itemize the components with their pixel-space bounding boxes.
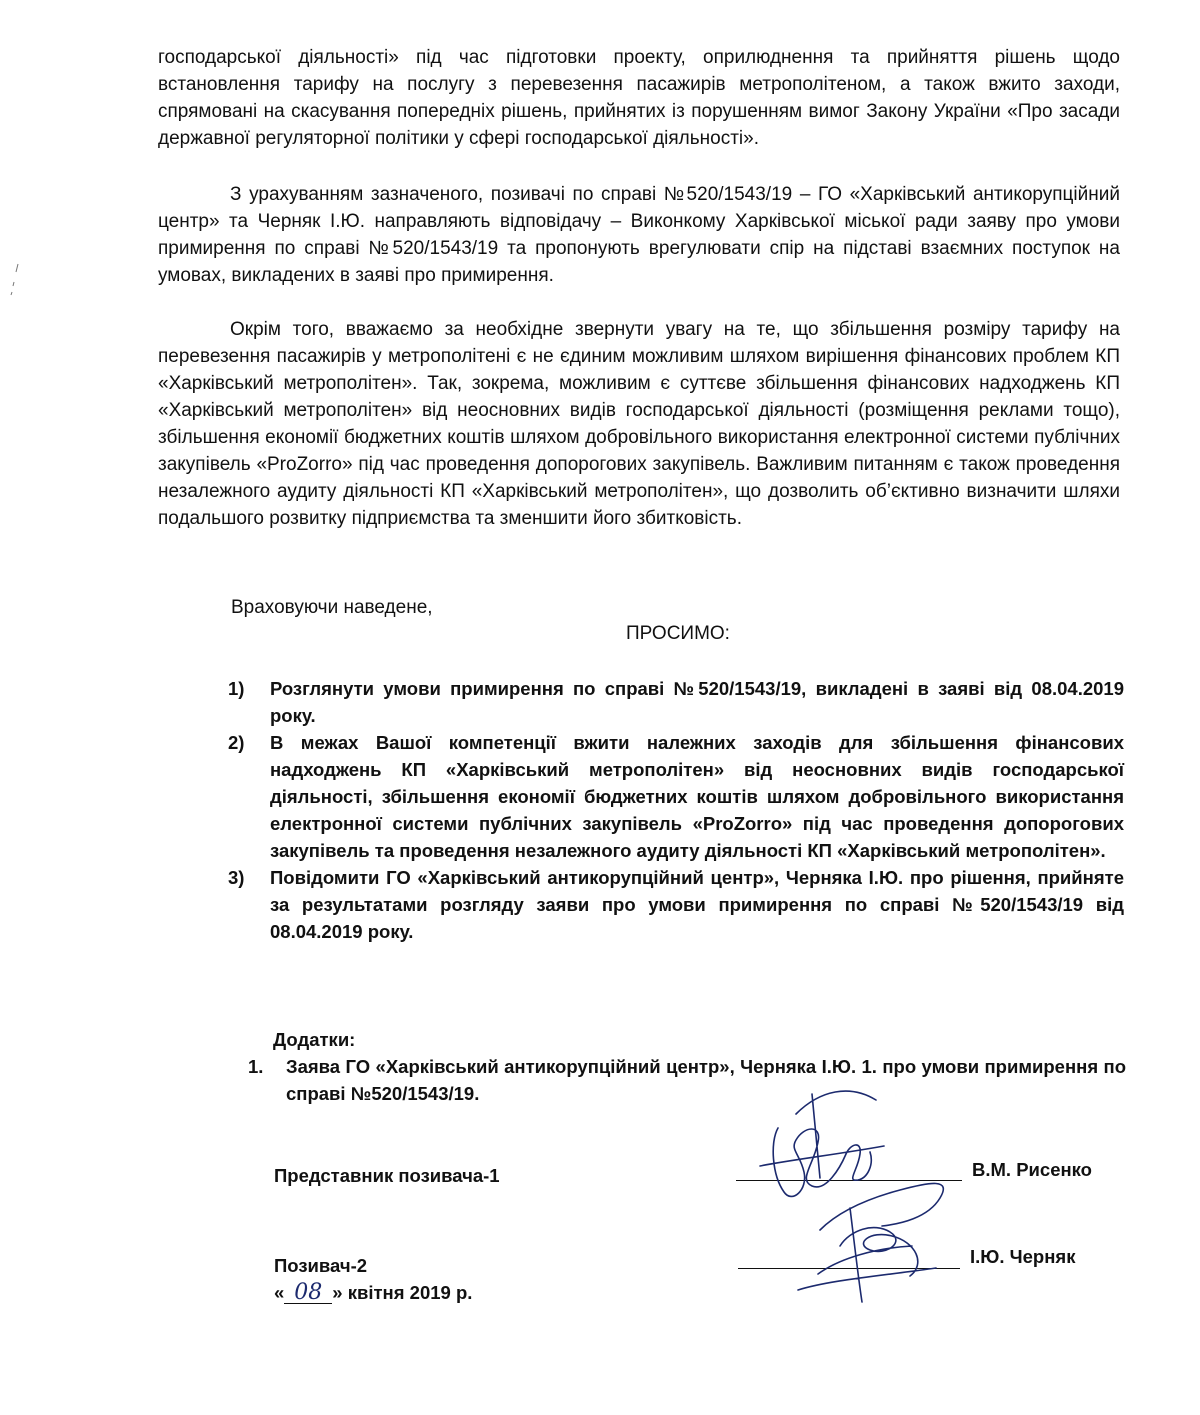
request-heading: ПРОСИМО: (626, 623, 730, 644)
request-item (228, 864, 1124, 945)
request-list (228, 675, 1124, 945)
attachments-heading: Додатки: (273, 1029, 356, 1050)
paragraph-3: Окрім того, вважаємо за необхідне звернути увагу на те, що збільшення розміру тарифу на перевезення пасажирів у метрополітені є не єдиним можливим шляхом вирішення фінансових проблем КП «Харківський метрополітен». Так, зокрема, можливим є суттєве збільшення фінансових надходжень КП «Харківський метрополітен» від неосновних видів господарської діяльності (розміщення реклами тощо), збільшення економії бюджетних коштів шляхом добровільного використання електронної системи публічних закупівель «ProZorro» під час проведення допорогових закупівель. Важливим питанням є також проведення незалежного аудиту діяльності КП «Харківський метрополітен», що дозволить об’єктивно визначити шляхи подальшого розвитку підприємства та зменшити його збитковість. (158, 319, 1120, 529)
request-number: 1) (228, 678, 245, 699)
considering-text: Враховуючи наведене, (231, 597, 433, 618)
representative-signature (760, 1091, 884, 1196)
date-rest: » квітня 2019 р. (332, 1282, 473, 1303)
paragraph-1: господарської діяльності» під час підготовки проекту, оприлюднення та прийняття рішень щодо встановлення тарифу на послугу з перевезення пасажирів метрополітеном, а також вжито заходи, спрямовані на скасування попередніх рішень, прийнятих із порушенням вимог Закону України «Про засади державної регуляторної політики у сфері господарської діяльності». (158, 47, 1120, 149)
date-line (274, 1279, 472, 1306)
representative-name: В.М. Рисенко (972, 1159, 1092, 1180)
attachment-text: Заява ГО «Харківський антикорупційний центр», Черняка І.Ю. 1. про умови примирення по справі №520/1543/19. (286, 1056, 1126, 1104)
handwritten-signatures (700, 1080, 970, 1310)
plaintiff-signature (798, 1183, 943, 1302)
representative-label: Представник позивача-1 (274, 1165, 500, 1186)
request-number: 2) (228, 732, 245, 753)
margin-speck (8, 262, 22, 298)
request-number: 3) (228, 867, 245, 888)
request-item (228, 729, 1124, 864)
request-text: В межах Вашої компетенції вжити належних заходів для збільшення фінансових надходжень КП «Харківський метрополітен» від неосновних видів господарської діяльності, збільшення економії бюджетних коштів шляхом добровільного використання електронної системи публічних закупівель «ProZorro» під час проведення допорогових закупівель та проведення незалежного аудиту діяльності КП «Харківський метрополітен». (270, 732, 1124, 861)
request-item (228, 675, 1124, 729)
attachment-number: 1. (248, 1056, 264, 1077)
request-text: Повідомити ГО «Харківський антикорупційний центр», Черняка І.Ю. про рішення, прийняте за результатами розгляду заяви про умови примирення по справі №520/1543/19 від 08.04.2019 року. (270, 867, 1124, 942)
paragraph-2: З урахуванням зазначеного, позивачі по справі №520/1543/19 – ГО «Харківський антикорупційний центр» та Черняк І.Ю. направляють відповідачу – Виконкому Харківської міської ради заяву про умови примирення по справі №520/1543/19 та пропонують врегулювати спір на підставі взаємних поступок на умовах, викладених в заяві про примирення. (158, 184, 1120, 286)
plaintiff-name: І.Ю. Черняк (970, 1246, 1076, 1267)
attachment-item (248, 1053, 1126, 1107)
date-day: 08 (284, 1283, 332, 1304)
request-text: Розглянути умови примирення по справі №520/1543/19, викладені в заяві від 08.04.2019 року. (270, 678, 1124, 726)
date-quote-open: « (274, 1282, 285, 1303)
plaintiff-label: Позивач-2 (274, 1255, 368, 1276)
attachments-list (248, 1053, 1126, 1107)
